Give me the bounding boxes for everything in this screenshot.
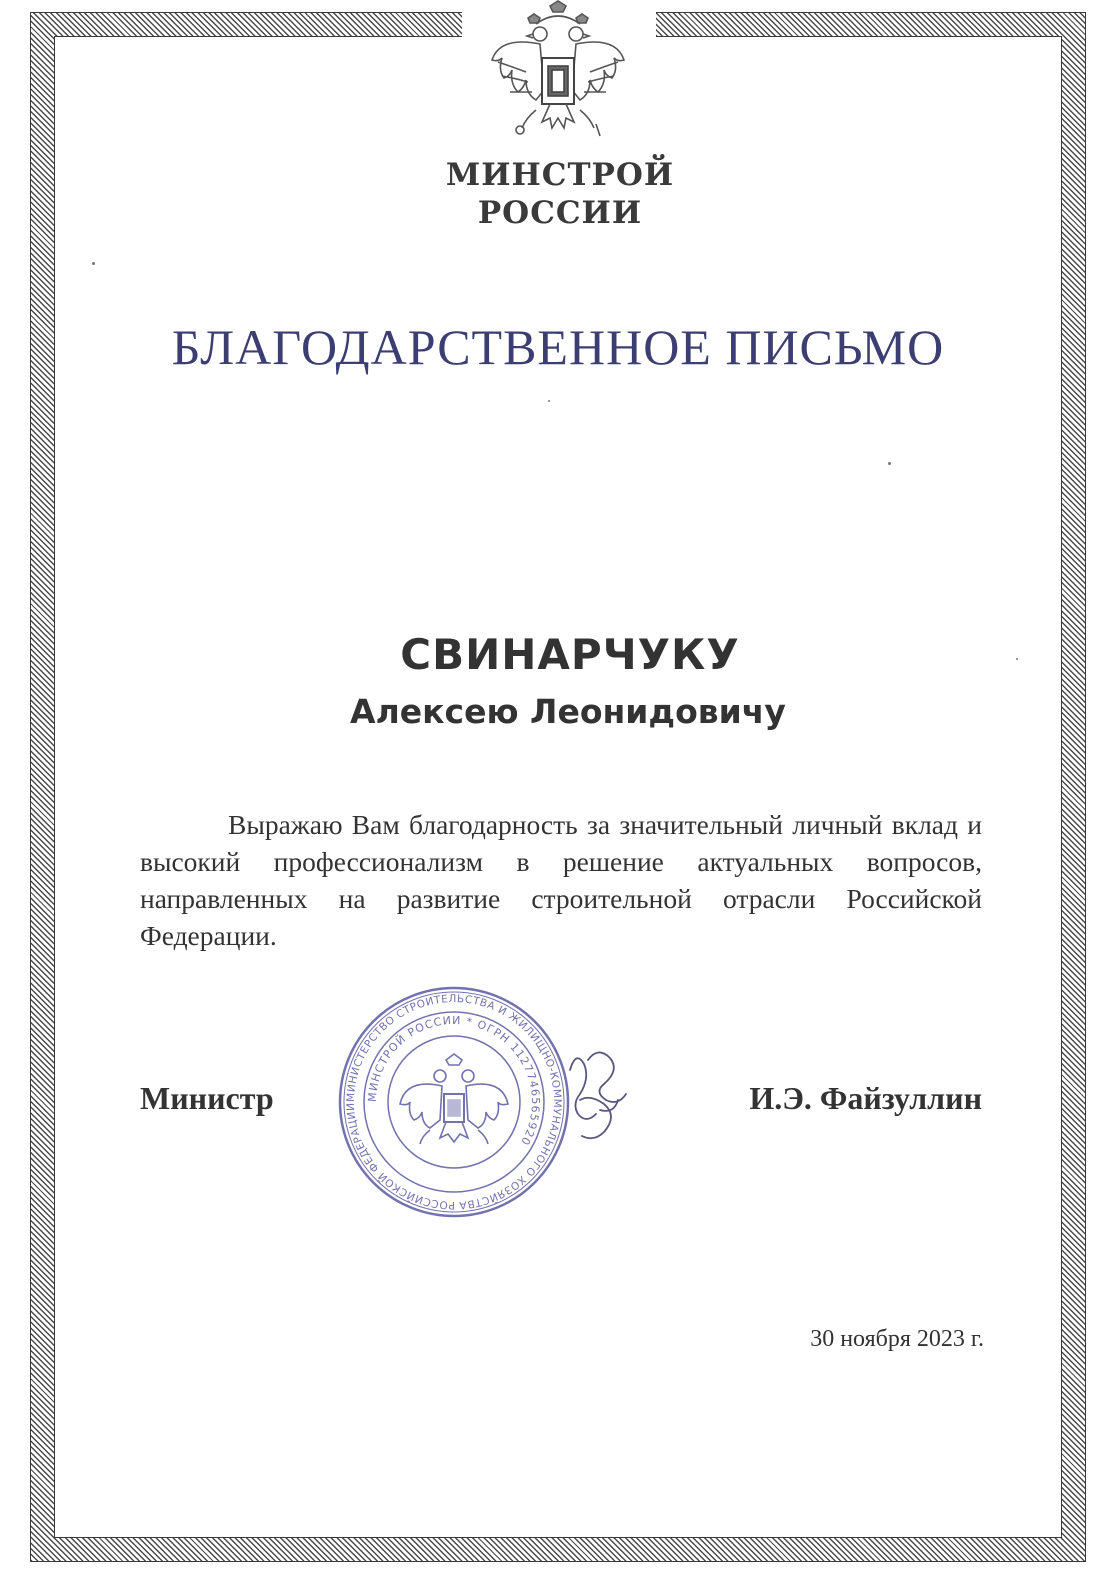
scan-speck (548, 400, 550, 402)
scan-speck (1016, 658, 1018, 660)
signatory-name: И.Э. Файзуллин (749, 1080, 982, 1116)
handwritten-signature-icon (560, 1040, 640, 1150)
ministry-name-line1: МИНСТРОЙ (445, 157, 675, 193)
document-date: 30 ноября 2023 г. (810, 1326, 984, 1352)
recipient-given-name: Алексею Леонидовичу (350, 692, 786, 731)
ministry-name-line2: РОССИИ (477, 195, 643, 231)
body-paragraph: Выражаю Вам благодарность за значительный личный вклад и высокий профессионализм в решение актуальных вопросов, направленных на развитие строительной отрасли Российской Федерации. (140, 809, 982, 951)
signatory-role: Министр (140, 1080, 274, 1116)
scan-speck (92, 262, 95, 265)
svg-text:МИНСТРОЙ РОССИИ * ОГРН 1127746 (366, 1014, 542, 1148)
scan-speck (888, 462, 891, 465)
document-title: БЛАГОДАРСТВЕННОЕ ПИСЬМО (171, 319, 945, 375)
seal-inner-text: МИНСТРОЙ РОССИИ * ОГРН 1127746565920 (365, 1013, 543, 1148)
official-seal-icon (334, 982, 574, 1222)
inner-white-panel (54, 36, 1062, 1538)
recipient-surname: СВИНАРЧУКУ (400, 630, 740, 679)
seal-outer-text: МИНИСТЕРСТВО СТРОИТЕЛЬСТВА И ЖИЛИЩНО-КОММУНАЛЬНОГО ХОЗЯЙСТВА РОССИЙСКОЙ ФЕДЕРАЦИИ (344, 992, 564, 1212)
double-headed-eagle-icon (488, 0, 628, 150)
